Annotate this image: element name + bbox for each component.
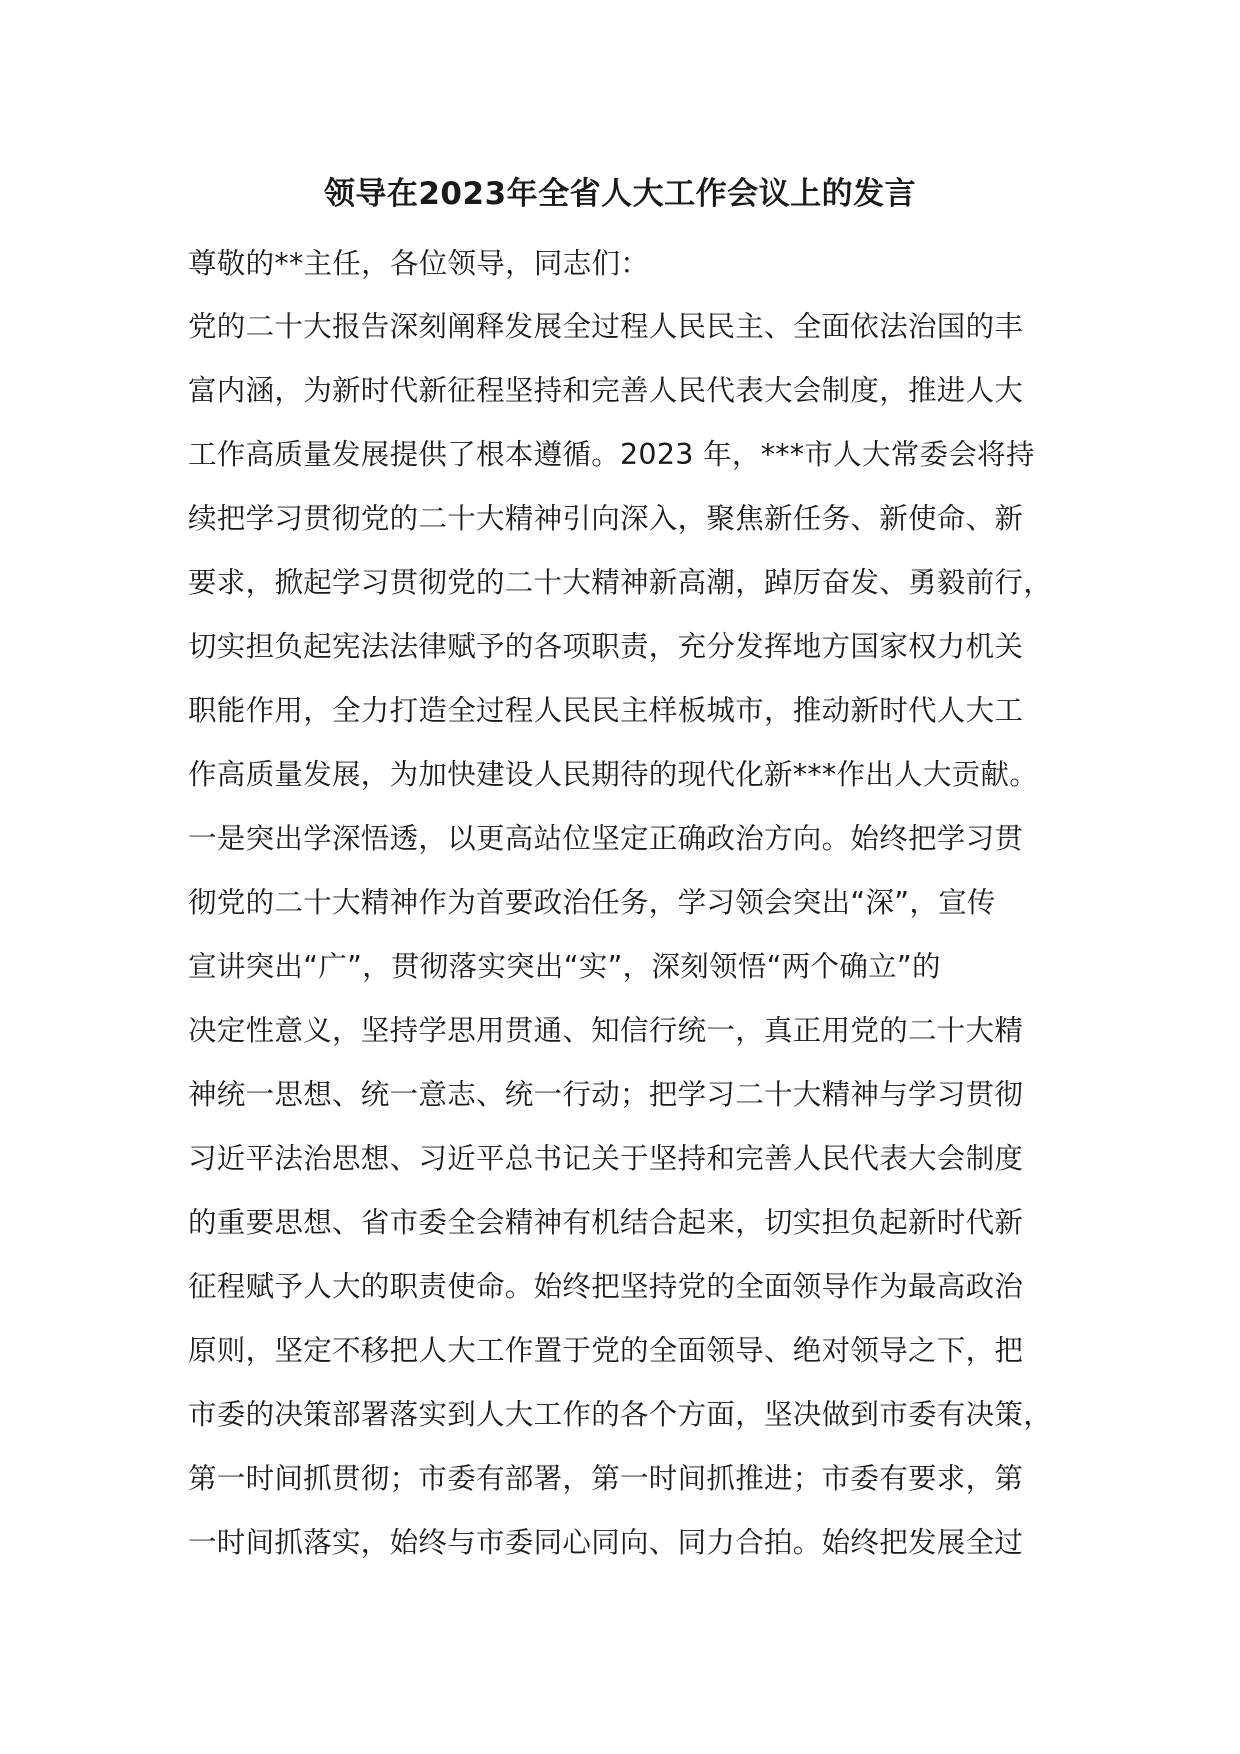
- body-line: 神统一思想、统一意志、统一行动；把学习二十大精神与学习贯彻: [188, 1078, 1024, 1111]
- section-one-line: 一是突出学深悟透，以更高站位坚定正确政治方向。始终把学习贯: [188, 822, 1024, 855]
- body-line: 要求，掀起学习贯彻党的二十大精神新高潮，踔厉奋发、勇毅前行，: [188, 566, 1053, 599]
- body-line: 原则，坚定不移把人大工作置于党的全面领导、绝对领导之下，把: [188, 1334, 1024, 1367]
- body-line: 一时间抓落实，始终与市委同心同向、同力合拍。始终把发展全过: [188, 1526, 1024, 1559]
- body-line: 切实担负起宪法法律赋予的各项职责，充分发挥地方国家权力机关: [188, 630, 1024, 663]
- document-title: 领导在2023年全省人大工作会议上的发言: [323, 176, 917, 212]
- body-line: 党的二十大报告深刻阐释发展全过程人民民主、全面依法治国的丰: [188, 310, 1024, 343]
- body-line: 决定性意义，坚持学思用贯通、知信行统一，真正用党的二十大精: [188, 1014, 1024, 1047]
- body-line: 宣讲突出“广”，贯彻落实突出“实”，深刻领悟“两个确立”的: [188, 950, 941, 983]
- body-line: 工作高质量发展提供了根本遵循。2023 年，***市人大常委会将持: [188, 438, 1035, 471]
- document-body: [188, 232, 1088, 1575]
- body-line: 彻党的二十大精神作为首要政治任务，学习领会突出“深”，宣传: [188, 886, 996, 919]
- body-line: 富内涵，为新时代新征程坚持和完善人民代表大会制度，推进人大: [188, 374, 1024, 407]
- body-line: 的重要思想、省市委全会精神有机结合起来，切实担负起新时代新: [188, 1206, 1024, 1239]
- salutation-line: 尊敬的**主任，各位领导，同志们：: [188, 247, 650, 280]
- body-line: 习近平法治思想、习近平总书记关于坚持和完善人民代表大会制度: [188, 1142, 1024, 1175]
- body-line: 市委的决策部署落实到人大工作的各个方面，坚决做到市委有决策，: [188, 1398, 1053, 1431]
- body-line: 作高质量发展，为加快建设人民期待的现代化新***作出人大贡献。: [188, 758, 1039, 791]
- body-line: 第一时间抓贯彻；市委有部署，第一时间抓推进；市委有要求，第: [188, 1462, 1024, 1495]
- body-line: 征程赋予人大的职责使命。始终把坚持党的全面领导作为最高政治: [188, 1270, 1024, 1303]
- body-line: 续把学习贯彻党的二十大精神引向深入，聚焦新任务、新使命、新: [188, 502, 1024, 535]
- body-line: 职能作用，全力打造全过程人民民主样板城市，推动新时代人大工: [188, 694, 1024, 727]
